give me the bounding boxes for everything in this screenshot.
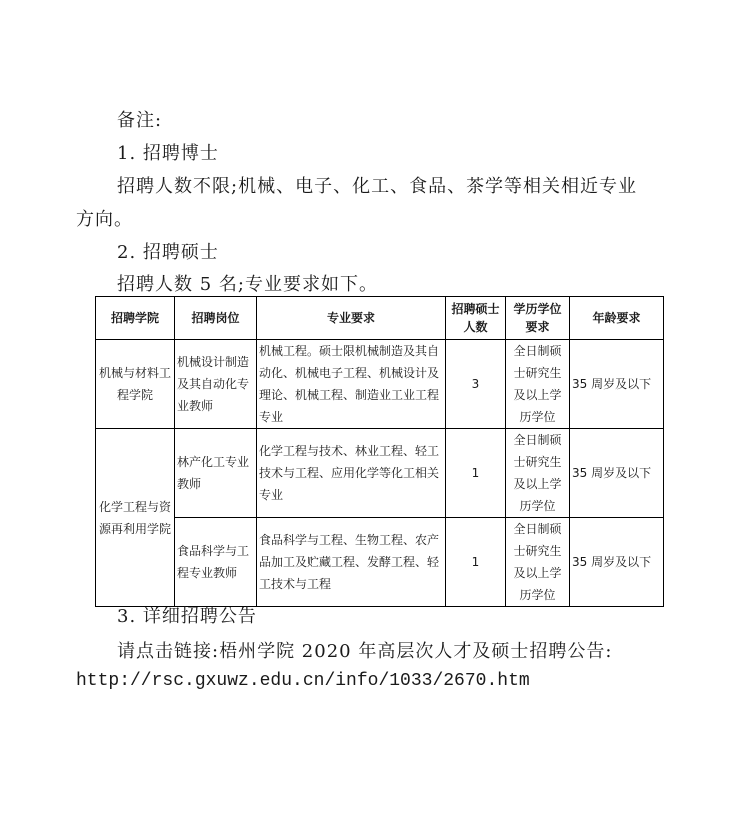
table-header-row [96,297,664,340]
age-cell: 35 周岁及以下 [570,340,664,429]
major-cell: 机械工程。硕士限机械制造及其自动化、机械电子工程、机械设计及理论、机械工程、制造业工业工程专业 [257,340,446,429]
count-cell: 3 [446,340,506,429]
position-cell: 林产化工专业教师 [175,429,257,518]
degree-cell: 全日制硕士研究生及以上学历学位 [506,429,570,518]
section-3-body: 请点击链接:梧州学院 2020 年高层次人才及硕士招聘公告: [117,641,613,662]
count-cell: 1 [446,429,506,518]
section-1-body: 招聘人数不限;机械、电子、化工、食品、茶学等相关相近专业 [117,176,638,197]
major-cell: 食品科学与工程、生物工程、农产品加工及贮藏工程、发酵工程、轻工技术与工程 [257,518,446,607]
table-row [96,429,664,518]
header-major: 专业要求 [257,297,446,340]
header-age: 年龄要求 [570,297,664,340]
recruitment-link[interactable]: http://rsc.gxuwz.edu.cn/info/1033/2670.htm [76,671,530,691]
college-cell: 机械与材料工程学院 [96,340,175,429]
college-cell: 化学工程与资源再利用学院 [96,429,175,607]
section-2-body: 招聘人数 5 名;专业要求如下。 [117,274,378,295]
recruitment-table [95,296,664,607]
table-row [96,518,664,607]
header-count: 招聘硕士人数 [446,297,506,340]
header-position: 招聘岗位 [175,297,257,340]
header-college: 招聘学院 [96,297,175,340]
position-cell: 食品科学与工程专业教师 [175,518,257,607]
count-cell: 1 [446,518,506,607]
degree-cell: 全日制硕士研究生及以上学历学位 [506,340,570,429]
section-2-heading: 2. 招聘硕士 [117,242,219,263]
age-cell: 35 周岁及以下 [570,518,664,607]
major-cell: 化学工程与技术、林业工程、轻工技术与工程、应用化学等化工相关专业 [257,429,446,518]
section-1-heading: 1. 招聘博士 [117,143,219,164]
age-cell: 35 周岁及以下 [570,429,664,518]
section-1-body-continued: 方向。 [76,209,133,230]
section-3-heading: 3. 详细招聘公告 [117,606,257,627]
notes-title: 备注: [117,110,163,131]
table-row [96,340,664,429]
degree-cell: 全日制硕士研究生及以上学历学位 [506,518,570,607]
header-degree: 学历学位要求 [506,297,570,340]
position-cell: 机械设计制造及其自动化专业教师 [175,340,257,429]
